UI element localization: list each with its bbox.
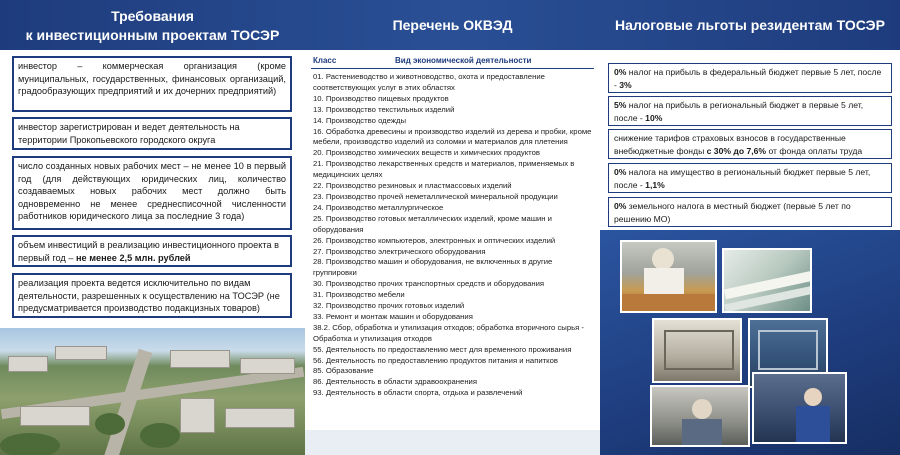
okved-item: 22. Производство резиновых и пластмассовых изделий	[313, 181, 512, 191]
textile-factory-photo	[722, 248, 812, 313]
okved-table-header	[311, 55, 594, 69]
okved-item: 86. Деятельность в области здравоохранения	[313, 377, 478, 387]
okved-item: 20. Производство химических веществ и химических продуктов	[313, 148, 540, 158]
okved-item: 26. Производство компьютеров, электронных и оптических изделий	[313, 235, 556, 245]
okved-item: 55. Деятельность по предоставлению мест для временного проживания	[313, 344, 572, 354]
city-aerial-photo	[0, 328, 305, 455]
requirements-title	[0, 7, 305, 45]
requirement-item	[12, 235, 292, 267]
okved-item: 38.2. Сбор, обработка и утилизация отходов; обработка вторичного сырья - Обработка и утилизация отходов	[313, 322, 584, 343]
tax-benefits-title: Налоговые льготы резидентам ТОСЭР	[615, 17, 885, 33]
bakery-photo	[620, 240, 717, 313]
benefit-text: налог на прибыль в региональный бюджет в первые 5 лет, после -	[614, 100, 864, 123]
machinery-photo	[652, 318, 742, 383]
okved-panel-footer	[305, 430, 600, 455]
benefit-rate-after: 10%	[645, 112, 663, 123]
okved-item: 27. Производство электрического оборудования	[313, 246, 486, 256]
benefit-rate: с 30% до 7,6%	[706, 145, 767, 156]
benefit-item	[608, 163, 892, 193]
benefit-text: снижение тарифов страховых взносов в государственные внебюджетные фонды	[614, 133, 846, 156]
requirement-text: инвестор зарегистрирован и ведет деятельность на территории Прокопьевского городского округа	[18, 122, 240, 145]
okved-item: 33. Ремонт и монтаж машин и оборудования	[313, 311, 473, 321]
requirement-highlight: не менее 2,5 млн. рублей	[76, 252, 191, 263]
okved-column-class: Класс	[313, 56, 337, 65]
assembly-line-photo	[752, 372, 847, 444]
okved-item: 01. Растениеводство и животноводство, охота и предоставление соответствующих услуг в этих областях	[313, 72, 545, 92]
benefit-item	[608, 63, 892, 93]
benefit-text: земельного налога в местный бюджет (первые 5 лет по решению МО)	[614, 201, 851, 224]
okved-item: 56. Деятельность по предоставлению продуктов питания и напитков	[313, 355, 558, 365]
okved-item: 21. Производство лекарственных средств и материалов, применяемых в медицинских целях	[313, 159, 575, 180]
requirement-item	[12, 156, 292, 230]
okved-item: 30. Производство прочих транспортных средств и оборудования	[313, 279, 545, 289]
okved-item: 10. Производство пищевых продуктов	[313, 93, 449, 103]
benefit-item	[608, 197, 892, 227]
okved-item: 93. Деятельность в области спорта, отдыха и развлечений	[313, 388, 523, 398]
worker-photo	[650, 385, 750, 447]
benefit-item	[608, 96, 892, 126]
requirement-item	[12, 117, 292, 150]
okved-item: 14. Производство одежды	[313, 115, 407, 125]
requirements-panel	[0, 50, 305, 455]
okved-column-activity: Вид экономической деятельности	[395, 56, 532, 65]
okved-item: 31. Производство мебели	[313, 290, 405, 300]
benefit-rate: 0%	[614, 167, 627, 177]
okved-item: 25. Производство готовых металлических изделий, кроме машин и оборудования	[313, 213, 552, 234]
requirements-title-line1: Требования	[111, 8, 194, 24]
requirement-text: реализация проекта ведется исключительно по видам деятельности, разрешенных к осуществлению на ТОСЭР (не предусматривается производство подакцизных товаров)	[18, 278, 280, 314]
okved-panel	[305, 50, 600, 430]
requirement-item	[12, 273, 292, 318]
benefit-rate: 5%	[614, 100, 627, 110]
benefit-text: налог на прибыль в федеральный бюджет первые 5 лет, после -	[614, 67, 882, 90]
benefit-text: налога на имущество в региональный бюджет первые 5 лет, после -	[614, 167, 871, 190]
okved-item: 16. Обработка древесины и производство изделий из дерева и пробки, кроме мебели, производство изделий из соломки и материалов для плетения	[313, 126, 592, 147]
okved-list	[313, 72, 595, 399]
okved-item: 85. Образование	[313, 366, 374, 376]
requirement-text: объем инвестиций в реализацию инвестиционного проекта в первый год –	[18, 240, 279, 263]
benefit-text-after: от фонда оплаты труда	[766, 145, 863, 156]
benefit-item	[608, 129, 892, 159]
benefit-rate-after: 3%	[619, 79, 632, 90]
requirement-text: инвестор – коммерческая организация (кроме муниципальных, государственных, финансовых организаций, градообразующих предприятий и их дочерних предприятий)	[18, 61, 286, 97]
benefit-rate: 0%	[614, 67, 627, 77]
okved-item: 28. Производство машин и оборудования, не включенных в другие группировки	[313, 257, 553, 278]
header-bar	[0, 0, 900, 50]
requirement-text: число созданных новых рабочих мест – не менее 10 в первый год (для действующих юридических лиц, количество создаваемых новых рабочих мест должно быть одновременно не менее среднесписочной численности работников юридического лица за последние 3 года)	[18, 161, 286, 222]
requirements-title-line2: к инвестиционным проектам ТОСЭР	[25, 27, 280, 43]
requirement-item	[12, 56, 292, 112]
okved-title: Перечень ОКВЭД	[392, 17, 513, 33]
okved-item: 13. Производство текстильных изделий	[313, 104, 455, 114]
benefit-rate: 0%	[614, 201, 627, 211]
okved-item: 24. Производство металлургическое	[313, 202, 444, 212]
okved-item: 32. Производство прочих готовых изделий	[313, 301, 465, 311]
benefit-rate-after: 1,1%	[645, 179, 665, 190]
okved-item: 23. Производство прочей неметаллической минеральной продукции	[313, 191, 558, 201]
